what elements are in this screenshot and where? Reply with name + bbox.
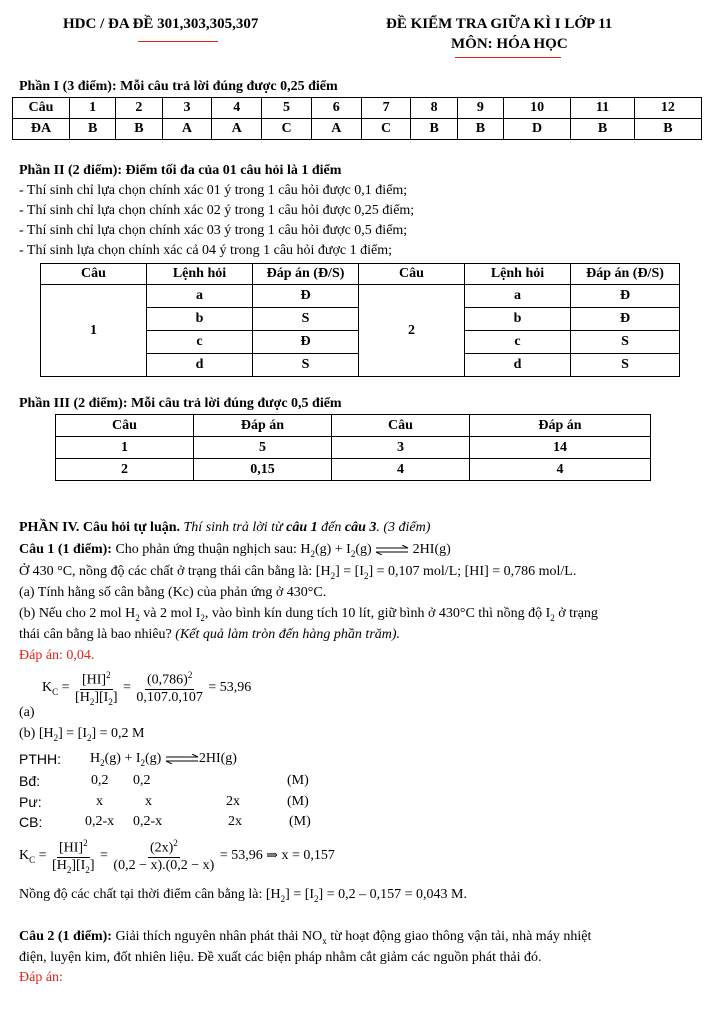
part4-title-italic: câu 3 — [344, 520, 377, 535]
q1-part-a: (a) Tính hằng số cân bằng (Kc) của phản ứng ở 430°C. — [19, 585, 327, 600]
cb-unit: (M) — [289, 814, 311, 829]
header-left: HDC / ĐA ĐỀ 301,303,305,307 — [63, 16, 259, 32]
part2-rule: - Thí sinh chỉ lựa chọn chính xác 02 ý trong 1 câu hỏi được 0,25 điểm; — [19, 203, 415, 218]
part2-header: Đáp án (Đ/S) — [571, 264, 680, 285]
q2-line2: điện, luyện kim, đốt nhiên liệu. Đề xuất các biện pháp nhằm cắt giảm các nguồn phát thải đó. — [19, 950, 542, 965]
part4-title-italic: Thí sinh trả lời từ — [180, 520, 287, 535]
kc-value-fraction: $\frac{(0,786)^2}{0,107.0,107}$ — [136, 670, 203, 706]
part1-row-label: Câu — [13, 98, 70, 119]
q1-line2c: ] = 0,107 mol/L; [HI] = 0,786 mol/L. — [368, 564, 577, 579]
bd-unit: (M) — [287, 773, 309, 788]
sol-a-label: (a) — [19, 705, 35, 720]
part1-a: B — [116, 119, 162, 140]
part2-cell: b — [465, 308, 571, 331]
sol-b-text: ] = 0,2 M — [91, 726, 145, 741]
cb-val: 2x — [228, 814, 242, 829]
q1-part-b-line2 — [19, 627, 400, 643]
kc-formula-b: $K_C$ = $\frac{[HI]^2}{[H_2][I_2]}$ = $\frac{(2x)^2}{(0,2 - x).(0,2 - x)}$ = 53,96 ⇒ x = 0,157 — [19, 838, 335, 875]
table-row — [56, 459, 651, 481]
part1-q: 2 — [116, 98, 162, 119]
part3-cell: 1 — [56, 437, 194, 459]
part2-cell: S — [253, 354, 359, 377]
part3-title: Phần III (2 điểm): Mỗi câu trả lời đúng được 0,5 điểm — [19, 396, 342, 411]
part1-q: 9 — [457, 98, 503, 119]
part1-a: D — [504, 119, 571, 140]
part2-header: Đáp án (Đ/S) — [253, 264, 359, 285]
part1-a: B — [411, 119, 457, 140]
kc2-result: = 53,96 — [219, 848, 263, 864]
part1-a: C — [262, 119, 312, 140]
equilibrium-arrow-icon — [375, 545, 409, 555]
q1-conditions: Ở 430 °C, nồng độ các chất ở trạng thái cân bằng là: $[H_2] = [I_2] = 0,107$ mol/L; [HI] = 0,786 mol/L. — [19, 564, 577, 581]
q2-answer: Đáp án: — [19, 970, 63, 985]
part2-cell: c — [147, 331, 253, 354]
final-text: ] = 0,2 – 0,157 = 0,043 M. — [318, 887, 467, 902]
part2-header: Lệnh hỏi — [465, 264, 571, 285]
kc-den: 0,107.0,107 — [136, 690, 203, 706]
part1-question-row — [13, 98, 702, 119]
part3-table — [55, 414, 651, 481]
part2-table — [40, 263, 680, 377]
q1-b-text: (b) Nếu cho 2 mol H — [19, 606, 136, 621]
part1-q: 1 — [70, 98, 116, 119]
cb-label: CB: — [19, 814, 43, 830]
part2-cell: Đ — [253, 331, 359, 354]
part1-q: 5 — [262, 98, 312, 119]
part1-q: 8 — [411, 98, 457, 119]
part1-q: 7 — [361, 98, 411, 119]
part2-cell: d — [147, 354, 253, 377]
part3-cell: 2 — [56, 459, 194, 481]
part2-cell: a — [147, 285, 253, 308]
part1-a: C — [361, 119, 411, 140]
q1-b-text: thái cân bằng là bao nhiêu? — [19, 627, 176, 642]
header-subject-underline — [455, 57, 561, 58]
final-text: ] = [I — [285, 887, 315, 902]
q1-b-note: (Kết quả làm tròn đến hàng phần trăm). — [175, 627, 401, 642]
part1-answer-row — [13, 119, 702, 140]
part2-cell: Đ — [253, 285, 359, 308]
sol-b-line: (b) $[H_2] = [I_2] = 0,2$ M — [19, 726, 145, 743]
part2-rule: - Thí sinh lựa chọn chính xác cả 04 ý trong 1 câu hỏi được 1 điểm; — [19, 243, 393, 258]
pu-val: x — [96, 794, 103, 809]
q2-label: Câu 2 (1 điểm): — [19, 929, 112, 944]
part1-a: A — [162, 119, 212, 140]
bd-val: 0,2 — [133, 773, 151, 788]
part1-a: B — [457, 119, 503, 140]
q1-answer: Đáp án: 0,04. — [19, 648, 95, 663]
pthh-equation: $H_2(g) + I_2(g)$ 2HI(g) — [90, 751, 237, 768]
part1-table — [12, 97, 702, 140]
part2-title: Phần II (2 điểm): Điểm tối đa của 01 câu hỏi là 1 điểm — [19, 163, 342, 178]
part2-cell: Đ — [571, 308, 680, 331]
part2-cell: c — [465, 331, 571, 354]
q1-stem: Câu 1 (1 điểm): Cho phản ứng thuận nghịch sau: $H_2(g) + I_2(g)$ 2HI(g) — [19, 542, 451, 559]
part2-rule: - Thí sinh chỉ lựa chọn chính xác 03 ý trong 1 câu hỏi được 0,5 điểm; — [19, 223, 408, 238]
q1-b-text: và 2 mol I — [139, 606, 201, 621]
part2-rule: - Thí sinh chỉ lựa chọn chính xác 01 ý trong 1 câu hỏi được 0,1 điểm; — [19, 183, 408, 198]
table-row — [56, 437, 651, 459]
part2-cell: S — [571, 354, 680, 377]
q1-part-b: (b) Nếu cho 2 mol $H_2$ và 2 mol $I_2$, vào bình kín dung tích 10 lít, giữ bình ở 430°C thì nồng độ $I_2$ ở trạng — [19, 606, 598, 623]
kc-fraction: $\frac{[HI]^2}{[H_2][I_2]}$ — [52, 838, 95, 875]
part2-cell: d — [465, 354, 571, 377]
q1-line2b: ] = [I — [335, 564, 364, 579]
part1-q: 12 — [634, 98, 701, 119]
part3-header: Đáp án — [194, 415, 332, 437]
kc-num: (0,786) — [146, 673, 188, 689]
q2-text: Giải thích nguyên nhân phát thải NO — [111, 929, 323, 944]
pthh-label: PTHH: — [19, 751, 61, 767]
cb-val: 0,2-x — [133, 814, 163, 829]
part1-title: Phần I (3 điểm): Mỗi câu trả lời đúng được 0,25 điểm — [19, 79, 338, 94]
part2-cell: Đ — [571, 285, 680, 308]
q1-line2: Ở 430 °C, nồng độ các chất ở trạng thái cân bằng là: [H — [19, 564, 331, 579]
cb-val: 0,2-x — [85, 814, 115, 829]
part1-q: 3 — [162, 98, 212, 119]
part2-q1: 1 — [41, 285, 147, 377]
part4-title-italic: đến — [317, 520, 345, 535]
part3-cell: 3 — [332, 437, 470, 459]
q1-b-text: , vào bình kín dung tích 10 lít, giữ bình ở 430°C thì nồng độ I — [204, 606, 551, 621]
part2-header: Lệnh hỏi — [147, 264, 253, 285]
table-row — [41, 285, 680, 308]
bd-val: 0,2 — [91, 773, 109, 788]
part1-row-label: ĐA — [13, 119, 70, 140]
equilibrium-arrow-icon — [165, 754, 199, 764]
part3-header-row — [56, 415, 651, 437]
kc2-den: (0,2 − x).(0,2 − x) — [113, 858, 215, 874]
header-subject: MÔN: HÓA HỌC — [451, 36, 568, 52]
final-text: Nồng độ các chất tại thời điểm cân bằng là: [H — [19, 887, 281, 902]
part2-cell: a — [465, 285, 571, 308]
part3-cell: 5 — [194, 437, 332, 459]
part1-a: B — [571, 119, 635, 140]
part3-header: Câu — [56, 415, 194, 437]
q1-b-text: ở trạng — [554, 606, 598, 621]
kc2-num: (2x) — [149, 841, 174, 857]
part3-cell: 14 — [470, 437, 651, 459]
header-right-title: ĐỀ KIỂM TRA GIỮA KÌ I LỚP 11 — [386, 16, 613, 32]
part2-header: Câu — [359, 264, 465, 285]
sol-b-text: ] = [I — [58, 726, 87, 741]
part4-title-italic: câu 1 — [286, 520, 318, 535]
kc-fraction: $\frac{[HI]^2}{[H_2][I_2]}$ — [75, 670, 118, 707]
kc-formula-a: $K_C$ = $\frac{[HI]^2}{[H_2][I_2]}$ = $\frac{(0,786)^2}{0,107.0,107}$ = 53,96 — [42, 670, 252, 707]
part2-header-row — [41, 264, 680, 285]
q2-text: từ hoạt động giao thông vận tải, nhà máy nhiệt — [326, 929, 592, 944]
part1-q: 10 — [504, 98, 571, 119]
part1-a: B — [634, 119, 701, 140]
header-left-underline — [138, 41, 218, 42]
part1-a: B — [70, 119, 116, 140]
part2-cell: S — [253, 308, 359, 331]
pu-val: 2x — [226, 794, 240, 809]
sol-b-text: (b) [H — [19, 726, 54, 741]
part2-q2: 2 — [359, 285, 465, 377]
part1-q: 6 — [311, 98, 361, 119]
part4-title-bold: PHẦN IV. Câu hỏi tự luận. — [19, 520, 181, 535]
part1-a: A — [311, 119, 361, 140]
q1-label: Câu 1 (1 điểm): — [19, 542, 112, 557]
part3-header: Câu — [332, 415, 470, 437]
part1-q: 11 — [571, 98, 635, 119]
part2-cell: b — [147, 308, 253, 331]
kc2-x: x = 0,157 — [281, 848, 335, 864]
q2-stem: Câu 2 (1 điểm): Giải thích nguyên nhân phát thải $NO_x$ từ hoạt động giao thông vận tải, nhà máy nhiệt — [19, 929, 592, 946]
kc-x-fraction: $\frac{(2x)^2}{(0,2 - x).(0,2 - x)}$ — [113, 838, 215, 874]
pu-unit: (M) — [287, 794, 309, 809]
part1-q: 4 — [212, 98, 262, 119]
part3-cell: 4 — [470, 459, 651, 481]
part3-cell: 4 — [332, 459, 470, 481]
part1-a: A — [212, 119, 262, 140]
part4-title — [19, 520, 430, 536]
pu-val: x — [145, 794, 152, 809]
part3-header: Đáp án — [470, 415, 651, 437]
pu-label: Pư: — [19, 794, 42, 810]
part3-cell: 0,15 — [194, 459, 332, 481]
final-concentration: Nồng độ các chất tại thời điểm cân bằng là: $[H_2] = [I_2] = 0,2 - 0,157 = 0,043$ M. — [19, 887, 467, 904]
bd-label: Bđ: — [19, 773, 41, 789]
part2-header: Câu — [41, 264, 147, 285]
part4-title-italic: . (3 điểm) — [376, 520, 431, 535]
q1-text: Cho phản ứng thuận nghịch sau: H — [111, 542, 311, 557]
part2-cell: S — [571, 331, 680, 354]
kc-result: = 53,96 — [208, 680, 252, 696]
